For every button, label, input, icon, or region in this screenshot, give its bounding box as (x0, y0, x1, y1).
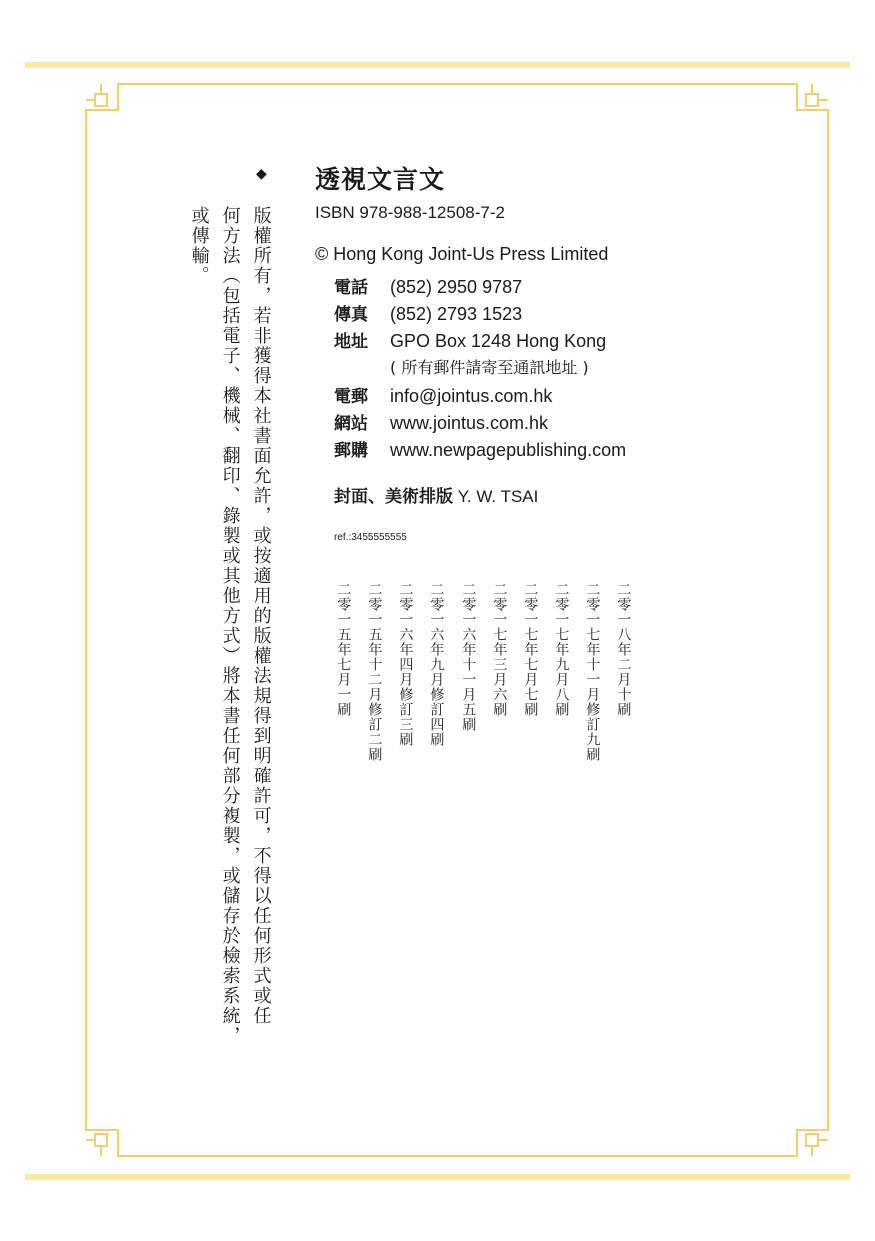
contact-key: 電話 (334, 278, 368, 298)
contact-value: (852) 2793 1523 (390, 304, 523, 324)
printing-entry: 二零一五年七月一刷 (335, 582, 352, 717)
notice-line-2: 何方法（包括電子、機械、翻印、錄製或其他方式）將本書任何部分複製，或儲存於檢索系統， (219, 206, 241, 1046)
reference-number: ref.:3455555555 (334, 532, 407, 543)
contact-fax (334, 300, 522, 325)
printing-entry: 二零一六年四月修訂三刷 (397, 582, 414, 747)
printing-entry: 二零一七年七月七刷 (522, 582, 539, 717)
printing-entry: 二零一六年十一月五刷 (460, 582, 477, 732)
contact-value: info@jointus.com.hk (390, 386, 553, 406)
printing-entry: 二零一七年十一月修訂九刷 (584, 582, 601, 762)
contact-key: 電郵 (334, 387, 368, 407)
printing-entry: 二零一七年九月八刷 (553, 582, 570, 717)
design-value: Y. W. TSAI (457, 487, 539, 506)
contact-website (334, 409, 548, 434)
contact-value: www.newpagepublishing.com (390, 440, 627, 460)
contact-mail-order (334, 436, 626, 461)
contact-value: GPO Box 1248 Hong Kong (390, 331, 607, 351)
isbn: ISBN 978-988-12508-7-2 (315, 203, 505, 222)
notice-line-1: 版權所有，若非獲得本社書面允許，或按適用的版權法規得到明確許可，不得以任何形式或任 (250, 206, 272, 1026)
contact-email (334, 382, 552, 407)
address-note: ( 所有郵件請寄至通訊地址 ) (390, 358, 589, 377)
book-title: 透視文言文 (315, 165, 446, 194)
contact-key: 傳真 (334, 305, 368, 325)
contact-key: 地址 (334, 332, 368, 352)
notice-line-3: 或傳輸。 (188, 206, 210, 286)
copyright-line: © Hong Kong Joint-Us Press Limited (315, 244, 609, 264)
contact-address (334, 327, 606, 352)
printing-entry: 二零一八年二月十刷 (615, 582, 632, 717)
contact-value: (852) 2950 9787 (390, 277, 523, 297)
contact-key: 網站 (334, 414, 368, 434)
contact-phone (334, 273, 522, 298)
contact-key: 郵購 (334, 441, 368, 461)
printing-entry: 二零一七年三月六刷 (491, 582, 508, 717)
design-label: 封面、美術排版 (334, 487, 453, 507)
design-credit (334, 482, 538, 507)
bullet-icon: ◆ (256, 166, 267, 182)
printing-entry: 二零一五年十二月修訂二刷 (366, 582, 383, 762)
printing-entry: 二零一六年九月修訂四刷 (428, 582, 445, 747)
contact-value: www.jointus.com.hk (390, 413, 549, 433)
